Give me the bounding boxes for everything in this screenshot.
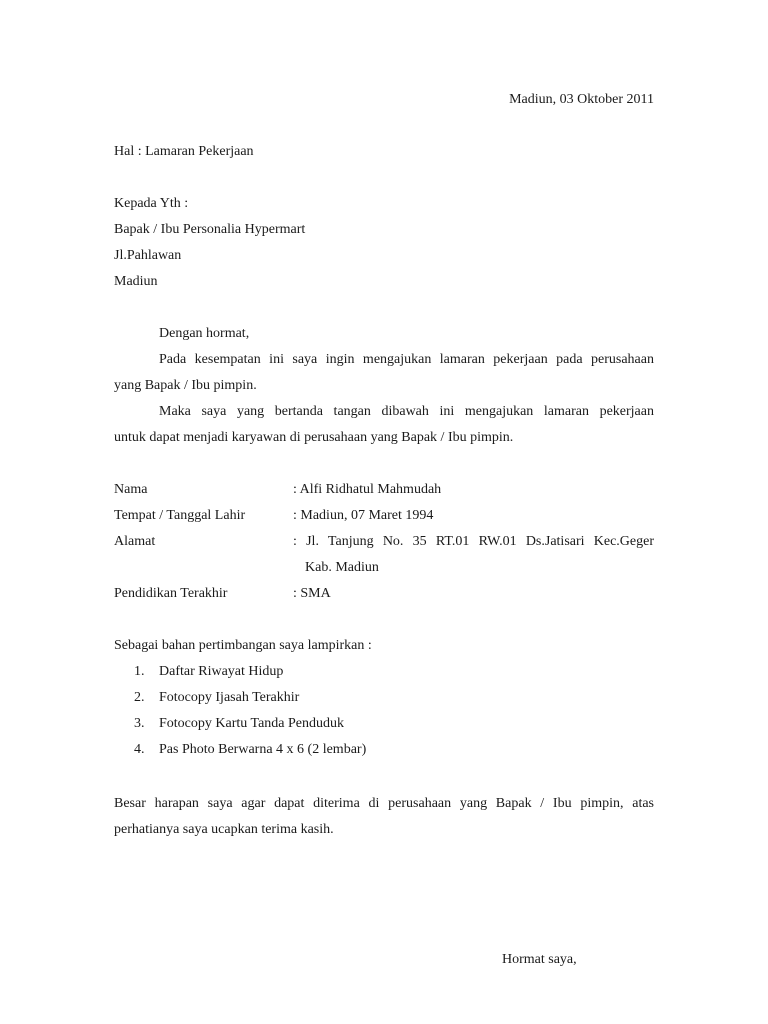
paragraph-2: Maka saya yang bertanda tangan dibawah ini mengajukan lamaran pekerjaan xyxy=(159,404,654,419)
attachment-number: 3. xyxy=(134,716,145,731)
recipient-street: Jl.Pahlawan xyxy=(114,248,182,263)
date-line: Madiun, 03 Oktober 2011 xyxy=(509,92,654,107)
attachments-intro: Sebagai bahan pertimbangan saya lampirkan : xyxy=(114,638,372,653)
field-label-nama: Nama xyxy=(114,482,148,497)
attachment-number: 4. xyxy=(134,742,145,757)
recipient-name: Bapak / Ibu Personalia Hypermart xyxy=(114,222,306,237)
recipient-city: Madiun xyxy=(114,274,158,289)
subject-line: Hal : Lamaran Pekerjaan xyxy=(114,144,254,159)
attachment-number: 1. xyxy=(134,664,145,679)
attachment-number: 2. xyxy=(134,690,145,705)
field-label-ttl: Tempat / Tanggal Lahir xyxy=(114,508,246,523)
field-value-pendidikan: : SMA xyxy=(293,586,331,601)
attachment-item: Daftar Riwayat Hidup xyxy=(159,664,284,679)
closing-paragraph-cont: perhatianya saya ucapkan terima kasih. xyxy=(114,822,334,837)
field-value-alamat: : Jl. Tanjung No. 35 RT.01 RW.01 Ds.Jatisari Kec.Geger xyxy=(293,534,654,549)
signoff: Hormat saya, xyxy=(502,952,577,967)
closing-paragraph: Besar harapan saya agar dapat diterima di perusahaan yang Bapak / Ibu pimpin, atas xyxy=(114,796,654,811)
paragraph-1: Pada kesempatan ini saya ingin mengajukan lamaran pekerjaan pada perusahaan xyxy=(159,352,654,367)
paragraph-2-cont: untuk dapat menjadi karyawan di perusahaan yang Bapak / Ibu pimpin. xyxy=(114,430,514,445)
attachment-item: Pas Photo Berwarna 4 x 6 (2 lembar) xyxy=(159,742,367,757)
field-label-alamat: Alamat xyxy=(114,534,156,549)
field-value-nama: : Alfi Ridhatul Mahmudah xyxy=(293,482,442,497)
field-value-alamat-cont: Kab. Madiun xyxy=(305,560,379,575)
field-label-pendidikan: Pendidikan Terakhir xyxy=(114,586,228,601)
paragraph-1-cont: yang Bapak / Ibu pimpin. xyxy=(114,378,257,393)
attachment-item: Fotocopy Ijasah Terakhir xyxy=(159,690,300,705)
recipient-greeting: Kepada Yth : xyxy=(114,196,189,211)
attachment-item: Fotocopy Kartu Tanda Penduduk xyxy=(159,716,345,731)
salutation: Dengan hormat, xyxy=(159,326,250,341)
field-value-ttl: : Madiun, 07 Maret 1994 xyxy=(293,508,434,523)
